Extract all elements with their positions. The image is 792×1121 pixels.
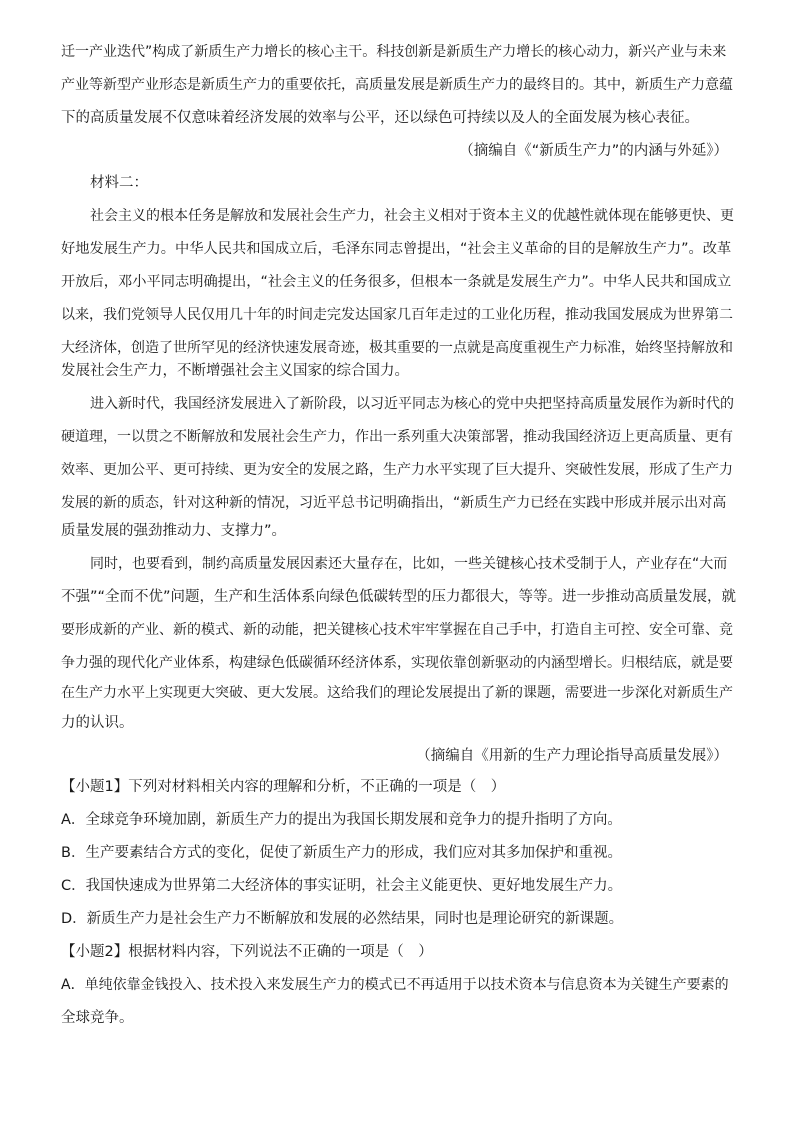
material1-line: 下的高质量发展不仅意味着经济发展的效率与公平，还以绿色可持续以及人的全面发展为核心表征。 (61, 110, 699, 126)
material1-line: 迁一产业迭代”构成了新质生产力增长的核心主干。科技创新是新质生产力增长的核心动力，新兴产业与未来 (61, 44, 727, 60)
material1-line: 产业等新型产业形态是新质生产力的重要依托，高质量发展是新质生产力的最终目的。其中，新质生产力意蕴 (61, 77, 733, 93)
question2-stem: 【小题2】根据材料内容，下列说法不正确的一项是（ ） (61, 944, 433, 960)
question1-option-b: B．生产要素结合方式的变化，促使了新质生产力的形成，我们应对其多加保护和重视。 (61, 845, 622, 861)
paragraph-line: 发展的新的质态，针对这种新的情况，习近平总书记明确指出，“新质生产力已经在实践中形成并展示出对高 (61, 495, 727, 511)
paragraph-line: 力的认识。 (61, 715, 134, 731)
paragraph-line: 质量发展的强劲推动力、支撑力”。 (61, 523, 287, 539)
paragraph-line: 效率、更加公平、更可持续、更为安全的发展之路，生产力水平实现了巨大提升、突破性发展，形成了生产力 (61, 462, 733, 478)
paragraph-line: 发展社会生产力，不断增强社会主义国家的综合国力。 (61, 363, 409, 379)
paragraph-line: 社会主义的根本任务是解放和发展社会生产力，社会主义相对于资本主义的优越性就体现在能够更快、更 (90, 208, 734, 224)
question1-option-a: A．全球竞争环境加剧，新质生产力的提出为我国长期发展和竞争力的提升指明了方向。 (61, 812, 622, 828)
paragraph-line: 争力强的现代化产业体系，构建绿色低碳循环经济体系，实现依靠创新驱动的内涵型增长。归根结底，就是要 (61, 655, 733, 671)
question1-option-c: C．我国快速成为世界第二大经济体的事实证明，社会主义能更快、更好地发展生产力。 (61, 878, 623, 894)
paragraph-line: 开放后，邓小平同志明确提出，“社会主义的任务很多，但根本一条就是发展生产力”。中华人民共和国成立 (61, 274, 732, 290)
question1-option-d: D．新质生产力是社会生产力不断解放和发展的必然结果，同时也是理论研究的新课题。 (61, 911, 624, 927)
material2-heading: 材料二： (90, 175, 148, 191)
paragraph-line: 进入新时代，我国经济发展进入了新阶段，以习近平同志为核心的党中央把坚持高质量发展作为新时代的 (90, 396, 734, 412)
paragraph-line: 不强”“全而不优”问题，生产和生活体系向绿色低碳转型的压力都很大，等等。进一步推动高质量发展，就 (61, 589, 737, 605)
paragraph-line: 要形成新的产业、新的模式、新的动能，把关键核心技术牢牢掌握在自己手中，打造自主可控、安全可靠、竞 (61, 622, 733, 638)
paragraph-line: 大经济体，创造了世所罕见的经济快速发展奇迹，极其重要的一点就是高度重视生产力标准，始终坚持解放和 (61, 340, 733, 356)
question1-stem: 【小题1】下列对材料相关内容的理解和分析，不正确的一项是（ ） (61, 779, 506, 795)
question2-option-a-cont: 全球竞争。 (61, 1010, 134, 1026)
source-citation-2: （摘编自《用新的生产力理论指导高质量发展》） (416, 748, 728, 764)
paragraph-line: 在生产力水平上实现更大突破、更大发展。这给我们的理论发展提出了新的课题，需要进一步深化对新质生产 (61, 685, 733, 701)
question2-option-a: A．单纯依靠金钱投入、技术投入来发展生产力的模式已不再适用于以技术资本与信息资本为关键生产要素的 (61, 977, 729, 993)
source-citation-1: （摘编自《“新质生产力”的内涵与外延》） (459, 143, 728, 159)
paragraph-line: 同时，也要看到，制约高质量发展因素还大量存在，比如，一些关键核心技术受制于人，产业存在“大而 (90, 556, 728, 572)
paragraph-line: 好地发展生产力。中华人民共和国成立后，毛泽东同志曾提出，“社会主义革命的目的是解放生产力”。改革 (61, 241, 732, 257)
paragraph-line: 以来，我们党领导人民仅用几十年的时间走完发达国家几百年走过的工业化历程，推动我国发展成为世界第二 (61, 307, 733, 323)
paragraph-line: 硬道理，一以贯之不断解放和发展社会生产力，作出一系列重大决策部署，推动我国经济迈上更高质量、更有 (61, 429, 733, 445)
